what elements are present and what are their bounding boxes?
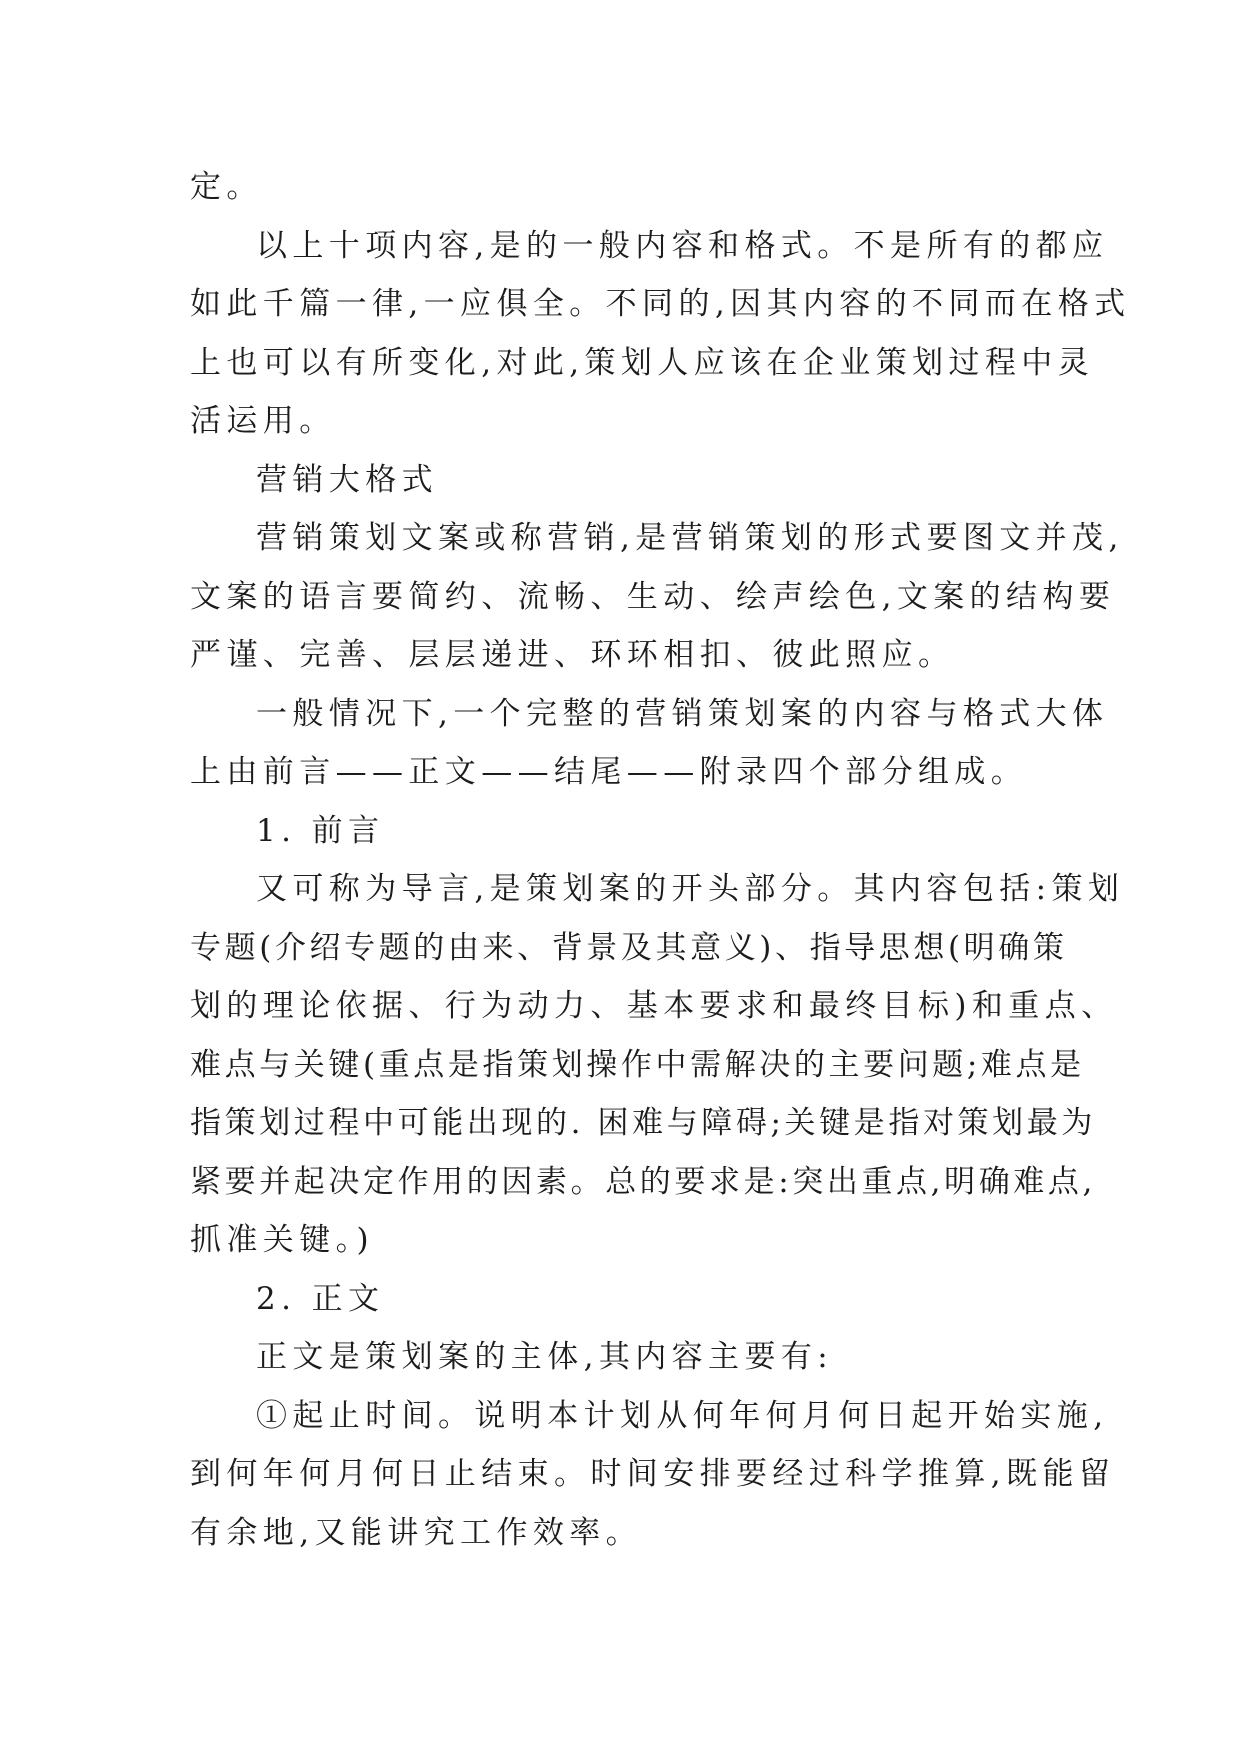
paragraph-line: 以上十项内容,是的一般内容和格式。不是所有的都应 [256, 227, 1109, 264]
paragraph-line: 划的理论依据、行为动力、基本要求和最终目标)和重点、 [190, 988, 1118, 1024]
paragraph-line: 正文是策划案的主体,其内容主要有: [256, 1339, 834, 1375]
paragraph-line: 营销策划文案或称营销,是营销策划的形式要图文并茂, [256, 520, 1124, 556]
paragraph-line: 活运用。 [190, 403, 336, 439]
paragraph-line: 上也可以有所变化,对此,策划人应该在企业策划过程中灵 [190, 344, 1095, 381]
section-heading: 2. 正文 [256, 1280, 385, 1317]
paragraph-line: 指策划过程中可能出现的. 困难与障碍;关键是指对策划最为 [190, 1105, 1096, 1141]
paragraph-line: 如此千篇一律,一应俱全。不同的,因其内容的不同而在格式 [190, 286, 1131, 322]
paragraph-line: 难点与关键(重点是指策划操作中需解决的主要问题;难点是 [190, 1046, 1085, 1083]
paragraph-line: 定。 [190, 169, 263, 205]
paragraph-line: ①起止时间。说明本计划从何年何月何日起开始实施, [256, 1397, 1109, 1434]
paragraph-line: 到何年何月何日止结束。时间安排要经过科学推算,既能留 [190, 1456, 1116, 1492]
paragraph-line: 专题(介绍专题的由来、背景及其意义)、指导思想(明确策 [190, 929, 1068, 966]
section-heading: 1. 前言 [256, 812, 385, 849]
paragraph-line: 抓准关键。) [190, 1222, 374, 1258]
paragraph-line: 紧要并起决定作用的因素。总的要求是:突出重点,明确难点, [190, 1163, 1096, 1200]
paragraph-line: 又可称为导言,是策划案的开头部分。其内容包括:策划 [256, 871, 1125, 907]
paragraph-line: 上由前言——正文——结尾——附录四个部分组成。 [190, 754, 1028, 790]
paragraph-line: 文案的语言要简约、流畅、生动、绘声绘色,文案的结构要 [190, 578, 1116, 615]
paragraph-line: 有余地,又能讲究工作效率。 [190, 1514, 643, 1551]
section-heading: 营销大格式 [256, 461, 438, 498]
document-body [190, 158, 1131, 1562]
paragraph-line: 严谨、完善、层层递进、环环相扣、彼此照应。 [190, 637, 955, 673]
paragraph-line: 一般情况下,一个完整的营销策划案的内容与格式大体 [256, 695, 1109, 732]
